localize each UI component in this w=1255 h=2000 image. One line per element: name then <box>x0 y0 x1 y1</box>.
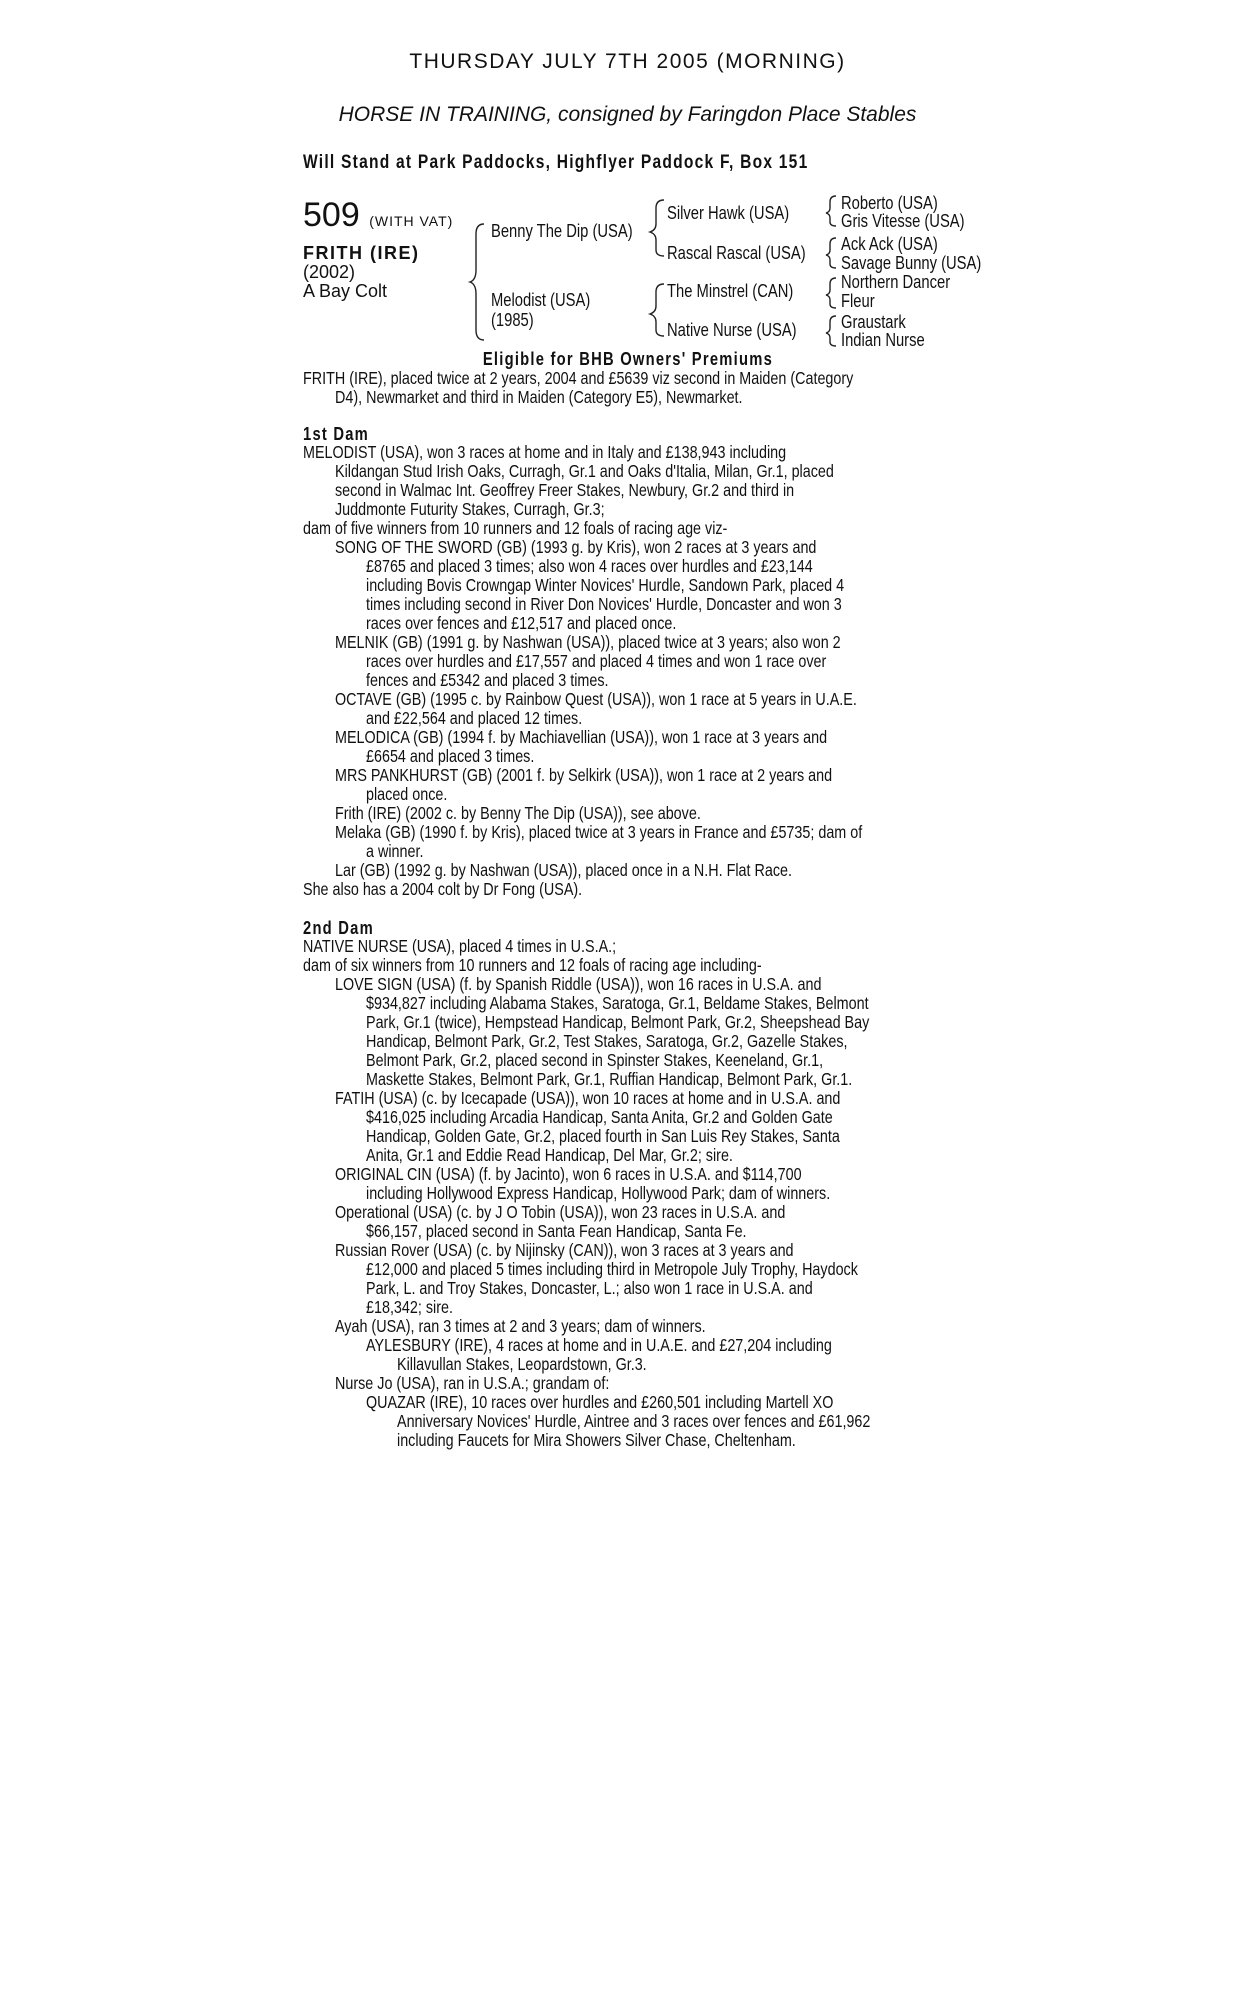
sale-date: THURSDAY JULY 7TH 2005 (MORNING) <box>409 50 846 73</box>
pedigree-sire: Benny The Dip (USA) <box>491 221 633 241</box>
first-dam-produce-intro: dam of five winners from 10 runners and 12 foals of racing age viz- <box>303 518 728 538</box>
russian-rover-entry: Russian Rover (USA) (c. by Nijinsky (CAN)), won 3 races at 3 years and £12,000 and placed 5 times including third in Metropole July Trophy, Haydock Park, L. and Troy Stakes, Doncaster, L.; also won 1 race in U.S.A. and £18,342; sire. <box>335 1240 858 1317</box>
pedigree-g2: Gris Vitesse (USA) <box>841 211 965 231</box>
lot-number: 509 (WITH VAT) <box>303 196 454 234</box>
summary: FRITH (IRE), placed twice at 2 years, 2004 and £5639 viz second in Maiden (Category D4), Newmarket and third in Maiden (Category E5), Newmarket. <box>303 368 854 407</box>
pedigree-dam: Melodist (USA) <box>491 290 591 310</box>
horse-description: A Bay Colt <box>303 281 388 301</box>
stand-location: Will Stand at Park Paddocks, Highflyer Paddock F, Box 151 <box>303 152 809 173</box>
frith-entry: Frith (IRE) (2002 c. by Benny The Dip (USA)), see above. <box>335 803 701 823</box>
octave-entry: OCTAVE (GB) (1995 c. by Rainbow Quest (USA)), won 1 race at 5 years in U.A.E. and £22,564 and placed 12 times. <box>335 689 857 728</box>
also-has-note: She also has a 2004 colt by Dr Fong (USA). <box>303 879 583 899</box>
eligibility-note: Eligible for BHB Owners' Premiums <box>482 349 773 369</box>
pedigree-g1: Roberto (USA) <box>841 193 938 213</box>
pedigree-g3: Ack Ack (USA) <box>841 234 938 254</box>
operational-entry: Operational (USA) (c. by J O Tobin (USA)), won 23 races in U.S.A. and $66,157, placed second in Santa Fean Handicap, Santa Fe. <box>335 1202 786 1241</box>
pedigree-sire-sire: Silver Hawk (USA) <box>667 203 790 223</box>
pedigree-braces <box>0 0 1255 360</box>
nurse-jo-entry: Nurse Jo (USA), ran in U.S.A.; grandam of: <box>335 1373 610 1393</box>
pedigree-g5: Northern Dancer <box>841 272 951 292</box>
ayah-entry: Ayah (USA), ran 3 times at 2 and 3 years; dam of winners. <box>335 1316 706 1336</box>
pedigree-g7: Graustark <box>841 312 906 332</box>
mrs-pankhurst-entry: MRS PANKHURST (GB) (2001 f. by Selkirk (USA)), won 1 race at 2 years and placed once. <box>335 765 833 804</box>
horse-name: FRITH (IRE) <box>303 243 420 263</box>
consignment-line: HORSE IN TRAINING, consigned by Faringdon Place Stables <box>338 103 917 126</box>
pedigree-dam-sire: The Minstrel (CAN) <box>667 281 794 301</box>
horse-year: (2002) <box>303 262 356 282</box>
second-dam-section <box>303 937 965 1450</box>
melodica-entry: MELODICA (GB) (1994 f. by Machiavellian (USA)), won 1 race at 3 years and £6654 and placed 3 times. <box>335 727 828 766</box>
lar-entry: Lar (GB) (1992 g. by Nashwan (USA)), placed once in a N.H. Flat Race. <box>335 860 793 880</box>
pedigree-dam-year: (1985) <box>491 310 534 330</box>
native-nurse-entry: NATIVE NURSE (USA), placed 4 times in U.S.A.; <box>303 936 617 956</box>
pedigree-sire-dam: Rascal Rascal (USA) <box>667 243 806 263</box>
pedigree-g4: Savage Bunny (USA) <box>841 253 982 273</box>
second-dam-heading: 2nd Dam <box>303 918 374 938</box>
quazar-entry: QUAZAR (IRE), 10 races over hurdles and £260,501 including Martell XO Anniversary Novices' Hurdle, Aintree and 3 races over fences and £61,962 including Faucets for Mira Showers Silver Chase, Cheltenham. <box>366 1392 871 1450</box>
fatih-entry: FATIH (USA) (c. by Icecapade (USA)), won 10 races at home and in U.S.A. and $416,025 including Arcadia Handicap, Santa Anita, Gr.2 and Golden Gate Handicap, Golden Gate, Gr.2, placed fourth in San Luis Rey Stakes, Santa Anita, Gr.1 and Eddie Read Handicap, Del Mar, Gr.2; sire. <box>335 1088 841 1165</box>
second-dam-produce-intro: dam of six winners from 10 runners and 12 foals of racing age including- <box>303 955 762 975</box>
love-sign-entry: LOVE SIGN (USA) (f. by Spanish Riddle (USA)), won 16 races in U.S.A. and $934,827 including Alabama Stakes, Saratoga, Gr.1, Beldame Stakes, Belmont Park, Gr.1 (twice), Hempstead Handicap, Belmont Park, Gr.2, Sheepshead Bay Handicap, Belmont Park, Gr.2, Test Stakes, Saratoga, Gr.2, Gazelle Stakes, Belmont Park, Gr.2, placed second in Spinster Stakes, Keeneland, Gr.1, Maskette Stakes, Belmont Park, Gr.1, Ruffian Handicap, Belmont Park, Gr.1. <box>335 974 870 1089</box>
first-dam-heading: 1st Dam <box>303 424 370 444</box>
pedigree-dam-dam: Native Nurse (USA) <box>667 320 797 340</box>
melaka-entry: Melaka (GB) (1990 f. by Kris), placed twice at 3 years in France and £5735; dam of a winner. <box>335 822 863 861</box>
song-of-the-sword-entry: SONG OF THE SWORD (GB) (1993 g. by Kris), won 2 races at 3 years and £8765 and placed 3 times; also won 4 races over hurdles and £23,144 including Bovis Crowngap Winter Novices' Hurdle, Sandown Park, placed 4 times including second in River Don Novices' Hurdle, Doncaster and won 3 races over fences and £12,517 and placed once. <box>335 537 845 633</box>
first-dam-section <box>303 443 965 899</box>
aylesbury-entry: AYLESBURY (IRE), 4 races at home and in U.A.E. and £27,204 including Killavullan Stakes, Leopardstown, Gr.3. <box>366 1335 832 1374</box>
original-cin-entry: ORIGINAL CIN (USA) (f. by Jacinto), won 6 races in U.S.A. and $114,700 including Hollywood Express Handicap, Hollywood Park; dam of winners. <box>335 1164 831 1203</box>
melnik-entry: MELNIK (GB) (1991 g. by Nashwan (USA)), placed twice at 3 years; also won 2 races over hurdles and £17,557 and placed 4 times and won 1 race over fences and £5342 and placed 3 times. <box>335 632 841 690</box>
melodist-entry: MELODIST (USA), won 3 races at home and in Italy and £138,943 including Kildangan Stud Irish Oaks, Curragh, Gr.1 and Oaks d'Italia, Milan, Gr.1, placed second in Walmac Int. Geoffrey Freer Stakes, Newbury, Gr.2 and third in Juddmonte Futurity Stakes, Curragh, Gr.3; <box>303 442 834 519</box>
vat-label: (WITH VAT) <box>369 213 454 229</box>
pedigree-g6: Fleur <box>841 291 875 311</box>
pedigree-g8: Indian Nurse <box>841 330 925 350</box>
